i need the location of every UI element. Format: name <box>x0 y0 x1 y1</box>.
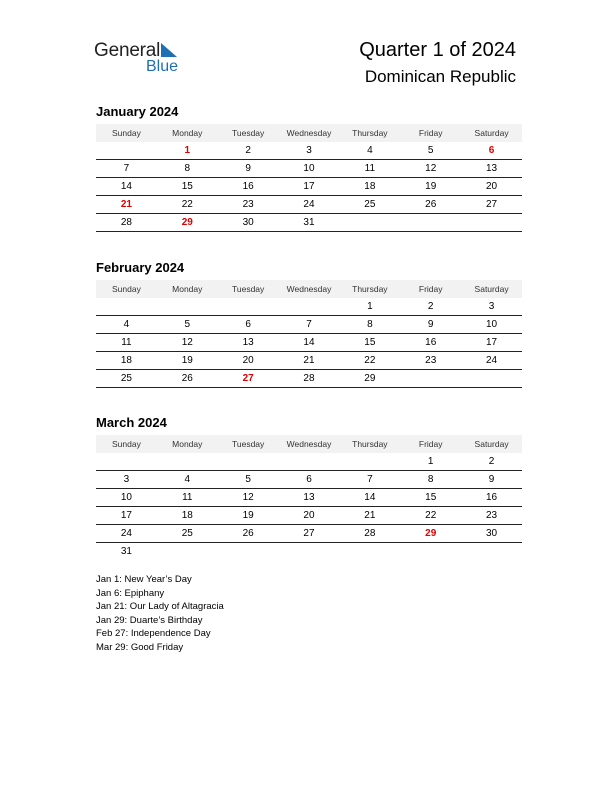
day-cell: 3 <box>279 143 340 160</box>
day-cell: 5 <box>157 317 218 334</box>
day-cell: 23 <box>400 353 461 370</box>
day-cell: 14 <box>339 490 400 507</box>
empty-day-cell <box>400 215 461 232</box>
month-title: February 2024 <box>96 260 185 275</box>
day-cell: 28 <box>339 526 400 543</box>
empty-day-cell <box>218 299 279 316</box>
holiday-item: Jan 29: Duarte’s Birthday <box>96 614 203 626</box>
day-cell: 7 <box>96 161 157 178</box>
empty-day-cell <box>461 215 522 232</box>
weekday-header: Friday <box>400 280 461 298</box>
empty-day-cell <box>96 143 157 160</box>
day-cell: 30 <box>218 215 279 232</box>
day-cell: 4 <box>96 317 157 334</box>
day-cell: 27 <box>461 197 522 214</box>
day-cell: 24 <box>279 197 340 214</box>
day-cell: 14 <box>96 179 157 196</box>
day-cell: 17 <box>96 508 157 525</box>
day-cell: 19 <box>157 353 218 370</box>
empty-day-cell <box>279 544 340 560</box>
holiday-item: Jan 1: New Year’s Day <box>96 574 192 585</box>
day-cell: 1 <box>157 143 218 160</box>
holiday-list <box>96 573 224 654</box>
holiday-item: Feb 27: Independence Day <box>96 628 211 639</box>
day-cell: 4 <box>157 472 218 489</box>
day-cell: 25 <box>96 371 157 388</box>
weekday-header: Monday <box>157 280 218 298</box>
day-cell: 4 <box>339 143 400 160</box>
day-cell: 21 <box>96 197 157 214</box>
logo-text-general: General <box>94 40 161 61</box>
day-cell: 8 <box>339 317 400 334</box>
empty-day-cell <box>157 299 218 316</box>
day-cell: 3 <box>461 299 522 316</box>
weekday-header: Tuesday <box>218 435 279 453</box>
day-cell: 26 <box>157 371 218 388</box>
weekday-header: Saturday <box>461 280 522 298</box>
day-cell: 8 <box>400 472 461 489</box>
weekday-header: Wednesday <box>279 124 340 142</box>
day-cell: 1 <box>339 299 400 316</box>
empty-day-cell <box>279 299 340 316</box>
day-cell: 24 <box>96 526 157 543</box>
day-cell: 2 <box>218 143 279 160</box>
day-cell: 21 <box>339 508 400 525</box>
empty-day-cell <box>279 454 340 471</box>
day-cell: 6 <box>461 143 522 160</box>
day-cell: 25 <box>339 197 400 214</box>
day-cell: 20 <box>218 353 279 370</box>
weekday-header: Tuesday <box>218 280 279 298</box>
generalblue-logo <box>94 40 194 80</box>
day-cell: 16 <box>461 490 522 507</box>
day-cell: 13 <box>461 161 522 178</box>
day-cell: 13 <box>218 335 279 352</box>
day-cell: 12 <box>400 161 461 178</box>
calendar-grid <box>96 435 522 560</box>
day-cell: 18 <box>157 508 218 525</box>
day-cell: 13 <box>279 490 340 507</box>
day-cell: 7 <box>339 472 400 489</box>
day-cell: 3 <box>96 472 157 489</box>
empty-day-cell <box>218 454 279 471</box>
weekday-header: Thursday <box>339 280 400 298</box>
day-cell: 25 <box>157 526 218 543</box>
day-cell: 5 <box>400 143 461 160</box>
day-cell: 16 <box>400 335 461 352</box>
empty-day-cell <box>157 544 218 560</box>
empty-day-cell <box>400 544 461 560</box>
month-march <box>96 414 522 560</box>
day-cell: 9 <box>461 472 522 489</box>
empty-day-cell <box>339 544 400 560</box>
page-title: Quarter 1 of 2024 <box>359 39 516 61</box>
country-name: Dominican Republic <box>364 67 516 86</box>
day-cell: 19 <box>400 179 461 196</box>
weekday-header: Saturday <box>461 435 522 453</box>
weekday-header: Monday <box>157 435 218 453</box>
day-cell: 17 <box>279 179 340 196</box>
weekday-header: Saturday <box>461 124 522 142</box>
day-cell: 18 <box>339 179 400 196</box>
day-cell: 11 <box>339 161 400 178</box>
day-cell: 10 <box>96 490 157 507</box>
day-cell: 28 <box>279 371 340 388</box>
holiday-item: Jan 6: Epiphany <box>96 587 165 599</box>
weekday-header: Friday <box>400 435 461 453</box>
weekday-header: Sunday <box>96 280 157 298</box>
day-cell: 1 <box>400 454 461 471</box>
day-cell: 22 <box>339 353 400 370</box>
empty-day-cell <box>218 544 279 560</box>
day-cell: 24 <box>461 353 522 370</box>
day-cell: 11 <box>157 490 218 507</box>
day-cell: 12 <box>157 335 218 352</box>
day-cell: 15 <box>157 179 218 196</box>
day-cell: 27 <box>218 371 279 388</box>
month-title: January 2024 <box>96 104 179 119</box>
day-cell: 7 <box>279 317 340 334</box>
day-cell: 16 <box>218 179 279 196</box>
weekday-header: Sunday <box>96 124 157 142</box>
weekday-header: Thursday <box>339 124 400 142</box>
day-cell: 18 <box>96 353 157 370</box>
empty-day-cell <box>400 371 461 388</box>
month-january <box>96 103 522 232</box>
logo-text-blue: Blue <box>146 58 179 75</box>
day-cell: 26 <box>218 526 279 543</box>
day-cell: 23 <box>461 508 522 525</box>
day-cell: 6 <box>279 472 340 489</box>
month-february <box>96 259 522 388</box>
day-cell: 21 <box>279 353 340 370</box>
day-cell: 27 <box>279 526 340 543</box>
calendar-grid <box>96 280 522 388</box>
weekday-header: Tuesday <box>218 124 279 142</box>
day-cell: 29 <box>157 215 218 232</box>
day-cell: 10 <box>279 161 340 178</box>
month-title: March 2024 <box>96 415 167 430</box>
day-cell: 31 <box>279 215 340 232</box>
day-cell: 10 <box>461 317 522 334</box>
day-cell: 6 <box>218 317 279 334</box>
day-cell: 23 <box>218 197 279 214</box>
day-cell: 30 <box>461 526 522 543</box>
empty-day-cell <box>461 371 522 388</box>
day-cell: 29 <box>400 526 461 543</box>
empty-day-cell <box>339 215 400 232</box>
day-cell: 19 <box>218 508 279 525</box>
day-cell: 2 <box>461 454 522 471</box>
day-cell: 28 <box>96 215 157 232</box>
holiday-item: Mar 29: Good Friday <box>96 641 184 653</box>
day-cell: 22 <box>400 508 461 525</box>
day-cell: 11 <box>96 335 157 352</box>
weekday-header: Thursday <box>339 435 400 453</box>
day-cell: 26 <box>400 197 461 214</box>
weekday-header: Wednesday <box>279 435 340 453</box>
day-cell: 2 <box>400 299 461 316</box>
day-cell: 14 <box>279 335 340 352</box>
day-cell: 31 <box>120 546 132 557</box>
day-cell: 9 <box>400 317 461 334</box>
empty-day-cell <box>339 454 400 471</box>
day-cell: 8 <box>157 161 218 178</box>
day-cell: 22 <box>157 197 218 214</box>
empty-day-cell <box>96 454 157 471</box>
holiday-item: Jan 21: Our Lady of Altagracia <box>96 601 224 612</box>
weekday-header: Sunday <box>96 435 157 453</box>
empty-day-cell <box>461 544 522 560</box>
day-cell: 15 <box>400 490 461 507</box>
day-cell: 15 <box>339 335 400 352</box>
day-cell: 5 <box>218 472 279 489</box>
logo-triangle-icon <box>161 43 177 57</box>
day-cell: 17 <box>461 335 522 352</box>
weekday-header: Monday <box>157 124 218 142</box>
empty-day-cell <box>96 299 157 316</box>
empty-day-cell <box>157 454 218 471</box>
day-cell: 20 <box>461 179 522 196</box>
day-cell: 12 <box>218 490 279 507</box>
day-cell: 29 <box>339 371 400 388</box>
day-cell: 9 <box>218 161 279 178</box>
weekday-header: Wednesday <box>279 280 340 298</box>
calendar-grid <box>96 124 522 232</box>
weekday-header: Friday <box>400 124 461 142</box>
day-cell: 20 <box>279 508 340 525</box>
